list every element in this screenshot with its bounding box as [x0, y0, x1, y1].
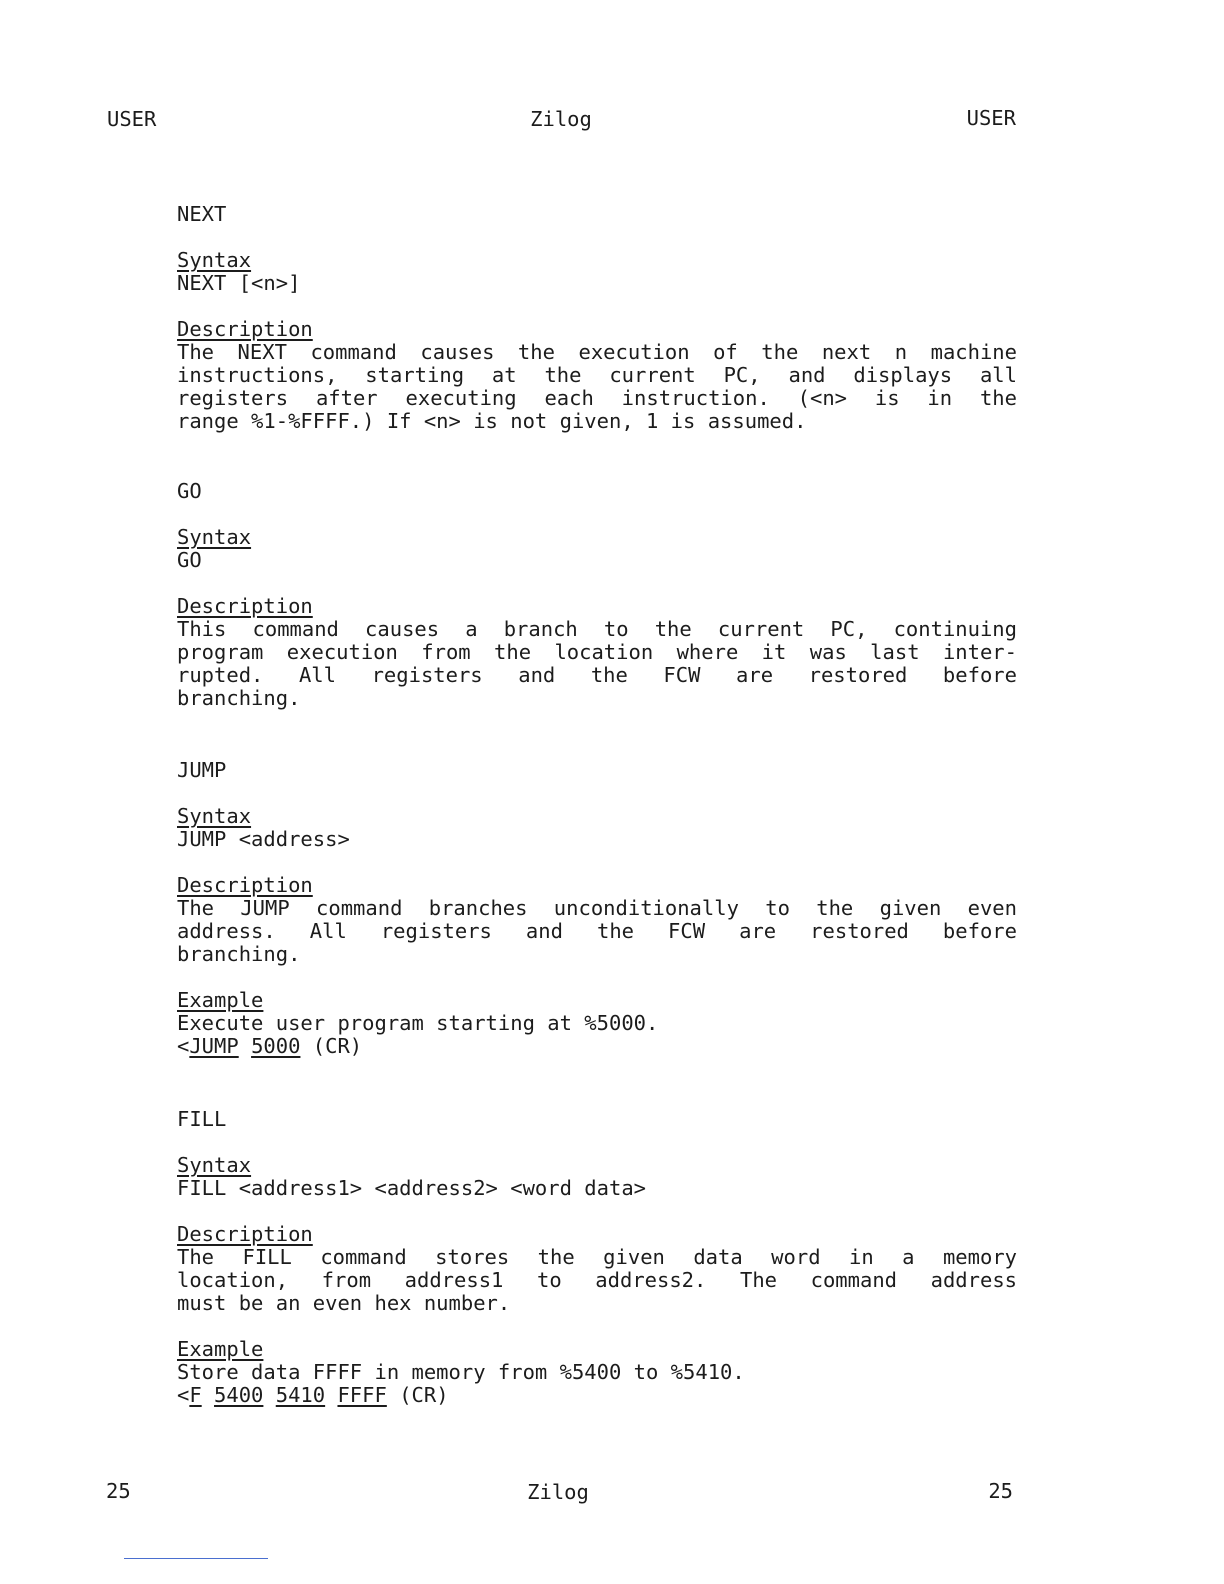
command-keyword: F	[189, 1383, 202, 1407]
description-label: Description	[177, 594, 313, 618]
syntax-text: GO	[177, 548, 202, 572]
description-line: This command causes a branch to the current PC, continuing	[177, 617, 1017, 641]
description-line: The NEXT command causes the execution of the next n machine	[177, 340, 1017, 364]
bottom-rule	[124, 1558, 268, 1559]
description-line: location, from address1 to address2. The command address	[177, 1268, 1017, 1292]
command-argument: 5400	[214, 1383, 264, 1407]
header-center: Zilog	[530, 107, 592, 131]
description-line: branching.	[177, 942, 301, 966]
section-title: GO	[177, 479, 202, 503]
example-label: Example	[177, 1337, 264, 1361]
command-argument: 5000	[251, 1034, 301, 1058]
prompt-symbol: <	[177, 1034, 190, 1058]
description-line: The JUMP command branches unconditionally to the given even	[177, 896, 1017, 920]
carriage-return: (CR)	[312, 1034, 363, 1058]
description-line: rupted. All registers and the FCW are restored before	[177, 663, 1017, 687]
description-line: range %1-%FFFF.) If <n> is not given, 1 is assumed.	[177, 409, 807, 433]
example-command	[177, 1035, 1017, 1058]
carriage-return: (CR)	[399, 1383, 449, 1407]
description-line: must be an even hex number.	[177, 1291, 511, 1315]
description-line: registers after executing each instruction. (<n> is in the	[177, 386, 1017, 410]
section-title: FILL	[177, 1107, 227, 1131]
footer-left: 25	[106, 1479, 131, 1503]
command-keyword: JUMP	[189, 1034, 239, 1058]
description-label: Description	[177, 873, 313, 897]
section-jump	[177, 759, 1017, 1058]
section-title: NEXT	[177, 202, 227, 226]
footer-center: Zilog	[527, 1480, 589, 1504]
description-line: instructions, starting at the current PC, and displays all	[177, 363, 1017, 387]
description-line: branching.	[177, 686, 301, 710]
header-left: USER	[107, 107, 157, 131]
section-fill	[177, 1108, 1017, 1407]
syntax-text: FILL <address1> <address2> <word data>	[177, 1176, 646, 1200]
description-label: Description	[177, 1222, 313, 1246]
description-line: address. All registers and the FCW are restored before	[177, 919, 1017, 943]
syntax-label: Syntax	[177, 804, 252, 828]
example-command	[177, 1384, 1017, 1407]
syntax-text: NEXT [<n>]	[177, 271, 301, 295]
description-line: program execution from the location where it was last inter-	[177, 640, 1017, 664]
example-text: Store data FFFF in memory from %5400 to %5410.	[177, 1360, 745, 1384]
footer-right: 25	[988, 1479, 1013, 1503]
description-line: The FILL command stores the given data word in a memory	[177, 1245, 1017, 1269]
description-label: Description	[177, 317, 313, 341]
header-right: USER	[966, 106, 1016, 130]
syntax-label: Syntax	[177, 1153, 252, 1177]
prompt-symbol: <	[177, 1383, 190, 1407]
section-title: JUMP	[177, 758, 227, 782]
example-label: Example	[177, 988, 264, 1012]
command-argument: FFFF	[337, 1383, 387, 1407]
section-next	[177, 203, 1017, 433]
command-argument: 5410	[275, 1383, 326, 1407]
syntax-label: Syntax	[177, 248, 252, 272]
example-text: Execute user program starting at %5000.	[177, 1011, 659, 1035]
section-go	[177, 480, 1017, 710]
syntax-text: JUMP <address>	[177, 827, 350, 851]
syntax-label: Syntax	[177, 525, 252, 549]
